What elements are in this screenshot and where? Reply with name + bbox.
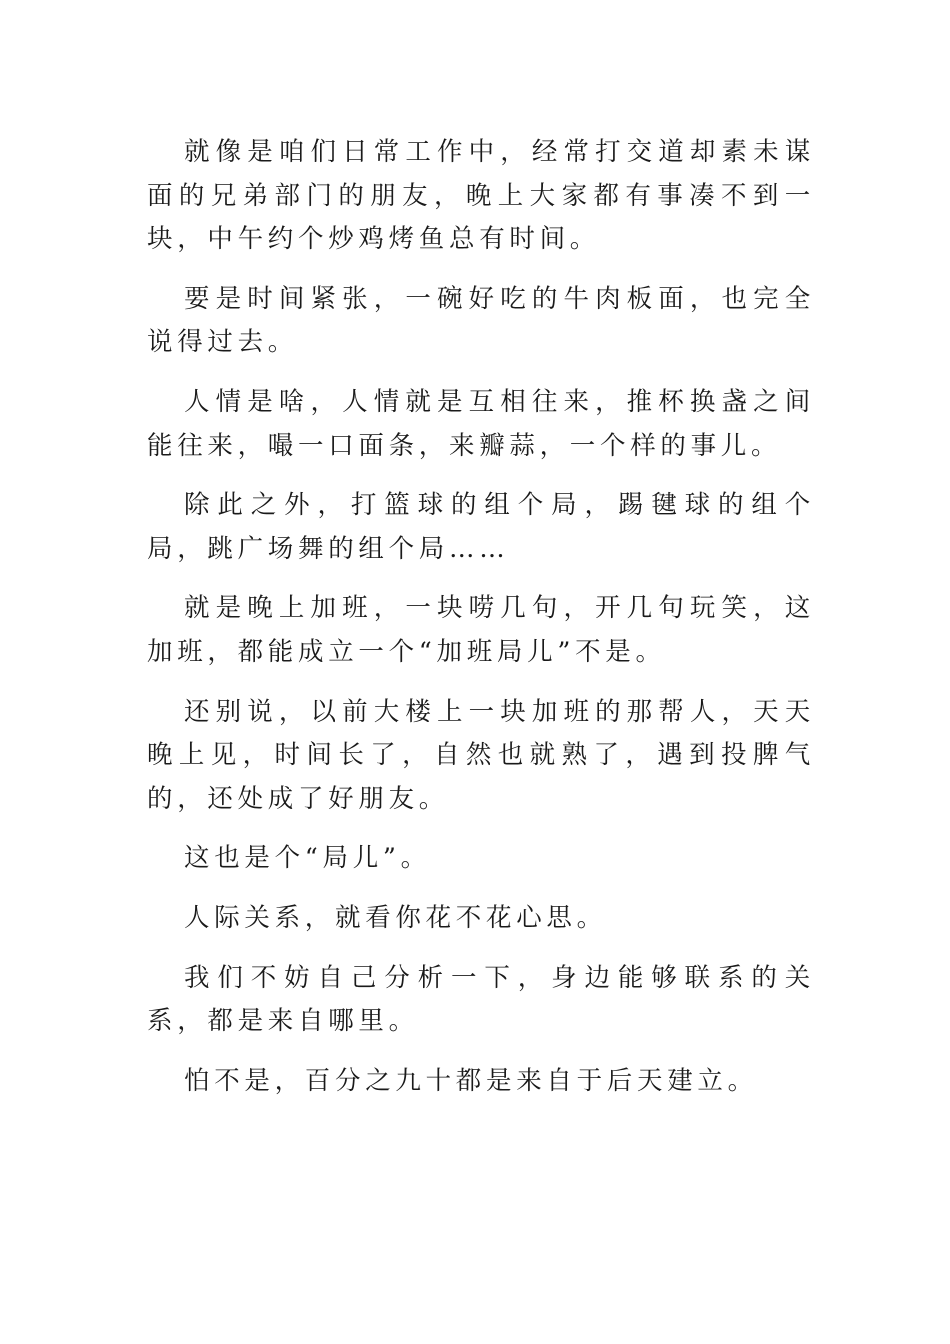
- paragraph-2: 要是时间紧张，一碗好吃的牛肉板面，也完全说得过去。: [147, 283, 815, 358]
- paragraph-9: 我们不妨自己分析一下，身边能够联系的关系，都是来自哪里。: [147, 962, 815, 1037]
- paragraph-7: 这也是个“局儿”。: [184, 843, 431, 874]
- paragraph-4: 除此之外，打篮球的组个局，踢毽球的组个局，跳广场舞的组个局……: [147, 490, 815, 564]
- paragraph-1: 就像是咱们日常工作中，经常打交道却素未谋面的兄弟部门的朋友，晚上大家都有事凑不到一块，中午约个炒鸡烤鱼总有时间。: [147, 137, 815, 255]
- paragraph-5: 就是晚上加班，一块唠几句，开几句玩笑，这加班，都能成立一个“加班局儿”不是。: [147, 593, 815, 667]
- paragraph-3: 人情是啥，人情就是互相往来，推杯换盏之间能往来，嘬一口面条，来瓣蒜，一个样的事儿。: [147, 386, 815, 461]
- paragraph-10: 怕不是，百分之九十都是来自于后天建立。: [184, 1065, 758, 1096]
- paragraph-8: 人际关系，就看你花不花心思。: [184, 902, 607, 933]
- document-body: [147, 131, 815, 1119]
- paragraph-6: 还别说，以前大楼上一块加班的那帮人，天天晚上见，时间长了，自然也就熟了，遇到投脾气的，还处成了好朋友。: [147, 696, 815, 814]
